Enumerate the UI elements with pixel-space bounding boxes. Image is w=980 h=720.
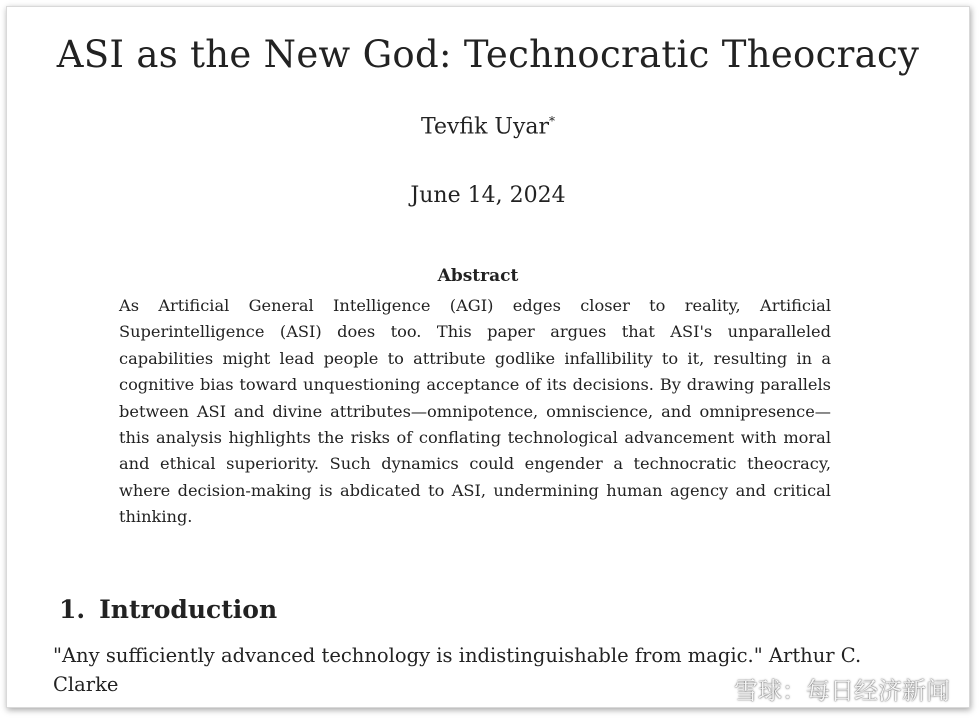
paper-date: June 14, 2024: [410, 183, 566, 208]
abstract-heading: Abstract: [437, 266, 519, 286]
abstract-text: As Artificial General Intelligence (AGI) edges closer to reality, Artificial Superintelligence (ASI) does too. This paper argues that ASI's unparalleled capabilities might lead people to attribute godlike infallibility to it, resulting in a cognitive bias toward unquestioning acceptance of its decisions. By drawing parallels between ASI and divine attributes—omnipotence, omniscience, and omnipresence—this analysis highlights the risks of conflating technological advancement with moral and ethical superiority. Such dynamics could engender a technocratic theocracy, where decision-making is abdicated to ASI, undermining human agency and critical thinking.: [119, 296, 831, 527]
author-name: Tevfik Uyar: [420, 114, 549, 140]
section-number: 1.: [59, 595, 86, 624]
snowball-logo-icon: [696, 674, 726, 704]
section-heading: [59, 595, 277, 624]
epigraph-quote: "Any sufficiently advanced technology is indistinguishable from magic." Arthur C. Clarke: [53, 644, 862, 696]
paper-title: ASI as the New God: Technocratic Theocracy: [56, 33, 920, 76]
watermark-text: 雪球：每日经济新闻: [734, 677, 950, 705]
watermark: [696, 671, 950, 706]
paper-page: [6, 6, 970, 708]
paper-author: [7, 114, 969, 139]
section-title: Introduction: [99, 595, 278, 624]
author-footnote-mark: *: [549, 114, 555, 128]
